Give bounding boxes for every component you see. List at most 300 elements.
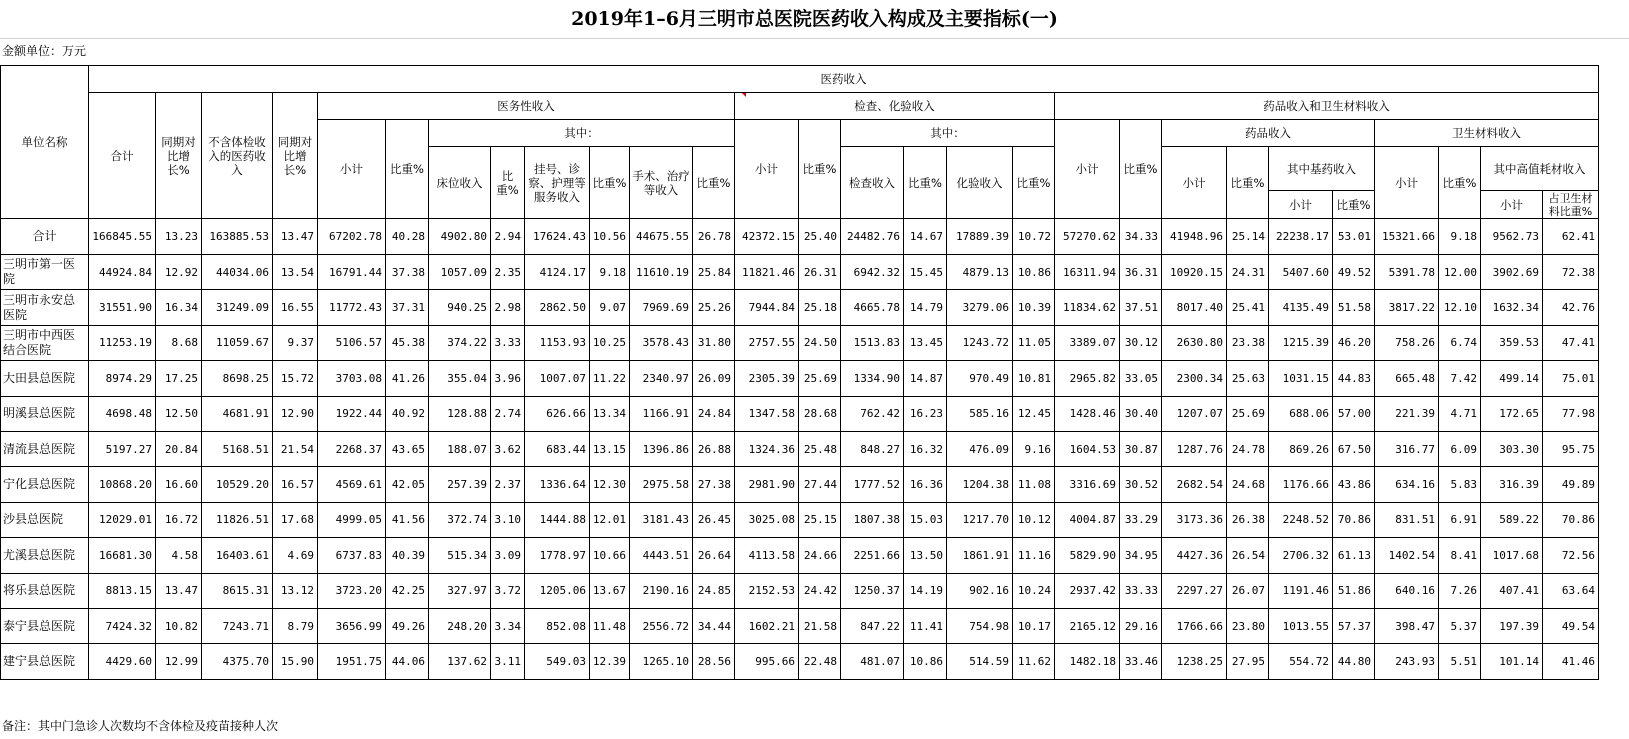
- table-cell: 5106.57: [318, 325, 386, 360]
- table-cell: 53.01: [1333, 219, 1375, 255]
- table-cell: 57.00: [1333, 396, 1375, 431]
- table-cell: 3.72: [491, 573, 525, 608]
- table-cell: 8017.40: [1162, 290, 1227, 325]
- table-cell: 40.92: [386, 396, 429, 431]
- table-cell: 57.37: [1333, 608, 1375, 643]
- table-cell: 2248.52: [1269, 502, 1333, 537]
- table-cell: 43.86: [1333, 467, 1375, 502]
- table-cell: 10.24: [1013, 573, 1055, 608]
- table-cell: 20.84: [156, 431, 202, 466]
- table-cell: 3.96: [491, 361, 525, 396]
- table-cell: 4113.58: [735, 538, 799, 573]
- table-cell: 21.58: [799, 608, 841, 643]
- table-cell: 49.54: [1543, 608, 1599, 643]
- table-cell: 17889.39: [947, 219, 1013, 255]
- table-cell: 15321.66: [1375, 219, 1439, 255]
- table-cell: 14.79: [904, 290, 947, 325]
- table-cell: 221.39: [1375, 396, 1439, 431]
- table-cell: 831.51: [1375, 502, 1439, 537]
- table-cell: 248.20: [429, 608, 491, 643]
- header-exam-ratio: 比重%: [799, 120, 841, 219]
- table-cell: 10.72: [1013, 219, 1055, 255]
- table-cell: 24.42: [799, 573, 841, 608]
- table-cell: 11826.51: [202, 502, 273, 537]
- table-cell: 4569.61: [318, 467, 386, 502]
- table-cell: 6.91: [1439, 502, 1481, 537]
- header-share-material: 占卫生材料比重%: [1543, 191, 1599, 219]
- table-cell: 4681.91: [202, 396, 273, 431]
- row-unit-name: 三明市永安总医院: [1, 290, 89, 325]
- table-cell: 41.26: [386, 361, 429, 396]
- table-cell: 44.83: [1333, 361, 1375, 396]
- table-cell: 16403.61: [202, 538, 273, 573]
- table-cell: 37.51: [1120, 290, 1162, 325]
- table-cell: 13.67: [590, 573, 630, 608]
- table-cell: 476.09: [947, 431, 1013, 466]
- table-cell: 17624.43: [525, 219, 590, 255]
- table-cell: 4004.87: [1055, 502, 1120, 537]
- table-cell: 3723.20: [318, 573, 386, 608]
- table-cell: 2305.39: [735, 361, 799, 396]
- table-cell: 12029.01: [89, 502, 156, 537]
- table-cell: 316.77: [1375, 431, 1439, 466]
- header-medical-income: 医药收入: [89, 66, 1599, 93]
- table-cell: 23.38: [1227, 325, 1269, 360]
- page-title: 2019年1–6月三明市总医院医药收入构成及主要指标(一): [0, 0, 1629, 39]
- table-cell: 1204.38: [947, 467, 1013, 502]
- table-cell: 754.98: [947, 608, 1013, 643]
- table-cell: 57270.62: [1055, 219, 1120, 255]
- table-cell: 16.57: [273, 467, 318, 502]
- table-cell: 63.64: [1543, 573, 1599, 608]
- table-cell: 26.45: [693, 502, 735, 537]
- table-cell: 2340.97: [630, 361, 693, 396]
- table-cell: 585.16: [947, 396, 1013, 431]
- table-cell: 26.78: [693, 219, 735, 255]
- table-cell: 33.33: [1120, 573, 1162, 608]
- table-cell: 7.42: [1439, 361, 1481, 396]
- table-cell: 14.19: [904, 573, 947, 608]
- table-cell: 1444.88: [525, 502, 590, 537]
- table-cell: 8.79: [273, 608, 318, 643]
- table-row: [1, 608, 1599, 643]
- table-cell: 11.62: [1013, 644, 1055, 679]
- table-cell: 15.03: [904, 502, 947, 537]
- header-exam-subtotal: 小计: [735, 120, 799, 219]
- table-cell: 2981.90: [735, 467, 799, 502]
- table-cell: 1778.97: [525, 538, 590, 573]
- table-cell: 2937.42: [1055, 573, 1120, 608]
- table-cell: 2.35: [491, 255, 525, 290]
- table-cell: 31551.90: [89, 290, 156, 325]
- table-cell: 29.16: [1120, 608, 1162, 643]
- row-unit-name: 建宁县总医院: [1, 644, 89, 679]
- header-inspection: 检查收入: [841, 147, 904, 219]
- table-cell: 25.26: [693, 290, 735, 325]
- table-cell: 11772.43: [318, 290, 386, 325]
- table-cell: 3.34: [491, 608, 525, 643]
- table-cell: 12.10: [1439, 290, 1481, 325]
- table-cell: 6.74: [1439, 325, 1481, 360]
- table-row: [1, 361, 1599, 396]
- table-cell: 15.45: [904, 255, 947, 290]
- table-cell: 9562.73: [1481, 219, 1543, 255]
- header-exam-of-which: 其中：: [841, 120, 1055, 147]
- table-cell: 1347.58: [735, 396, 799, 431]
- table-cell: 25.84: [693, 255, 735, 290]
- table-cell: 9.18: [590, 255, 630, 290]
- table-cell: 1243.72: [947, 325, 1013, 360]
- table-cell: 4698.48: [89, 396, 156, 431]
- table-cell: 1007.07: [525, 361, 590, 396]
- table-cell: 3316.69: [1055, 467, 1120, 502]
- table-cell: 1238.25: [1162, 644, 1227, 679]
- table-cell: 762.42: [841, 396, 904, 431]
- table-cell: 2682.54: [1162, 467, 1227, 502]
- table-cell: 1153.93: [525, 325, 590, 360]
- table-cell: 21.54: [273, 431, 318, 466]
- table-cell: 11834.62: [1055, 290, 1120, 325]
- table-cell: 1396.86: [630, 431, 693, 466]
- table-cell: 1861.91: [947, 538, 1013, 573]
- table-cell: 6.09: [1439, 431, 1481, 466]
- table-cell: 327.97: [429, 573, 491, 608]
- table-cell: 16.72: [156, 502, 202, 537]
- table-cell: 1250.37: [841, 573, 904, 608]
- header-surgery-ratio: 比重%: [693, 147, 735, 219]
- table-cell: 848.27: [841, 431, 904, 466]
- table-cell: 17.68: [273, 502, 318, 537]
- unit-label: 金额单位：万元: [2, 44, 87, 58]
- table-cell: 26.54: [1227, 538, 1269, 573]
- table-cell: 25.69: [799, 361, 841, 396]
- table-cell: 24482.76: [841, 219, 904, 255]
- table-cell: 42372.15: [735, 219, 799, 255]
- header-service-income: 医务性收入: [318, 93, 735, 120]
- table-cell: 16.23: [904, 396, 947, 431]
- table-cell: 7944.84: [735, 290, 799, 325]
- table-cell: 4427.36: [1162, 538, 1227, 573]
- table-cell: 758.26: [1375, 325, 1439, 360]
- table-cell: 10.82: [156, 608, 202, 643]
- table-cell: 72.56: [1543, 538, 1599, 573]
- table-cell: 5168.51: [202, 431, 273, 466]
- table-cell: 34.95: [1120, 538, 1162, 573]
- table-cell: 665.48: [1375, 361, 1439, 396]
- table-cell: 47.41: [1543, 325, 1599, 360]
- table-cell: 46.20: [1333, 325, 1375, 360]
- table-cell: 12.30: [590, 467, 630, 502]
- table-cell: 163885.53: [202, 219, 273, 255]
- table-cell: 13.15: [590, 431, 630, 466]
- table-cell: 12.01: [590, 502, 630, 537]
- table-cell: 25.18: [799, 290, 841, 325]
- table-cell: 13.50: [904, 538, 947, 573]
- table-cell: 257.39: [429, 467, 491, 502]
- table-cell: 683.44: [525, 431, 590, 466]
- table-cell: 640.16: [1375, 573, 1439, 608]
- table-cell: 16.36: [904, 467, 947, 502]
- table-cell: 11.41: [904, 608, 947, 643]
- table-cell: 852.08: [525, 608, 590, 643]
- table-cell: 1013.55: [1269, 608, 1333, 643]
- table-cell: 514.59: [947, 644, 1013, 679]
- table-cell: 4124.17: [525, 255, 590, 290]
- table-cell: 1482.18: [1055, 644, 1120, 679]
- row-unit-name: 合计: [1, 219, 89, 255]
- table-cell: 44034.06: [202, 255, 273, 290]
- table-cell: 6737.83: [318, 538, 386, 573]
- table-cell: 75.01: [1543, 361, 1599, 396]
- table-cell: 9.16: [1013, 431, 1055, 466]
- table-cell: 398.47: [1375, 608, 1439, 643]
- table-cell: 51.58: [1333, 290, 1375, 325]
- table-cell: 23.80: [1227, 608, 1269, 643]
- table-cell: 43.65: [386, 431, 429, 466]
- table-cell: 42.05: [386, 467, 429, 502]
- table-cell: 481.07: [841, 644, 904, 679]
- row-unit-name: 三明市第一医院: [1, 255, 89, 290]
- table-cell: 10.81: [1013, 361, 1055, 396]
- table-cell: 27.44: [799, 467, 841, 502]
- table-cell: 166845.55: [89, 219, 156, 255]
- table-cell: 95.75: [1543, 431, 1599, 466]
- header-high-value: 其中高值耗材收入: [1481, 147, 1599, 191]
- table-cell: 9.18: [1439, 219, 1481, 255]
- table-cell: 12.99: [156, 644, 202, 679]
- table-cell: 549.03: [525, 644, 590, 679]
- table-cell: 12.45: [1013, 396, 1055, 431]
- table-cell: 30.52: [1120, 467, 1162, 502]
- header-lab-ratio: 比重%: [1013, 147, 1055, 219]
- table-cell: 4665.78: [841, 290, 904, 325]
- table-cell: 49.26: [386, 608, 429, 643]
- table-cell: 1402.54: [1375, 538, 1439, 573]
- header-unit-name: 单位名称: [1, 66, 89, 219]
- table-cell: 24.85: [693, 573, 735, 608]
- table-cell: 1176.66: [1269, 467, 1333, 502]
- table-cell: 22238.17: [1269, 219, 1333, 255]
- table-cell: 17.25: [156, 361, 202, 396]
- table-cell: 316.39: [1481, 467, 1543, 502]
- table-cell: 4879.13: [947, 255, 1013, 290]
- row-unit-name: 大田县总医院: [1, 361, 89, 396]
- table-cell: 13.12: [273, 573, 318, 608]
- table-cell: 2757.55: [735, 325, 799, 360]
- table-cell: 14.67: [904, 219, 947, 255]
- table-cell: 16.60: [156, 467, 202, 502]
- header-drug-income: 药品收入: [1162, 120, 1375, 147]
- table-cell: 1205.06: [525, 573, 590, 608]
- table-cell: 34.33: [1120, 219, 1162, 255]
- table-cell: 12.50: [156, 396, 202, 431]
- table-cell: 33.46: [1120, 644, 1162, 679]
- table-cell: 2.74: [491, 396, 525, 431]
- header-exam-income: 检查、化验收入: [735, 93, 1055, 120]
- table-cell: 2.94: [491, 219, 525, 255]
- table-cell: 10.86: [904, 644, 947, 679]
- table-cell: 2.98: [491, 290, 525, 325]
- table-cell: 626.66: [525, 396, 590, 431]
- table-cell: 24.84: [693, 396, 735, 431]
- table-cell: 30.12: [1120, 325, 1162, 360]
- table-cell: 970.49: [947, 361, 1013, 396]
- header-drug-subtotal: 小计: [1162, 147, 1227, 219]
- table-cell: 16681.30: [89, 538, 156, 573]
- table-cell: 16.32: [904, 431, 947, 466]
- table-cell: 554.72: [1269, 644, 1333, 679]
- row-unit-name: 清流县总医院: [1, 431, 89, 466]
- table-cell: 30.40: [1120, 396, 1162, 431]
- table-cell: 67202.78: [318, 219, 386, 255]
- table-cell: 188.07: [429, 431, 491, 466]
- header-service-ratio: 比重%: [386, 120, 429, 219]
- table-cell: 11.22: [590, 361, 630, 396]
- table-cell: 1922.44: [318, 396, 386, 431]
- table-cell: 37.38: [386, 255, 429, 290]
- table-cell: 26.07: [1227, 573, 1269, 608]
- header-registration-ratio: 比重%: [590, 147, 630, 219]
- table-row: [1, 290, 1599, 325]
- table-row: [1, 644, 1599, 679]
- table-cell: 30.87: [1120, 431, 1162, 466]
- table-cell: 16311.94: [1055, 255, 1120, 290]
- table-cell: 2630.80: [1162, 325, 1227, 360]
- table-cell: 3.11: [491, 644, 525, 679]
- table-cell: 515.34: [429, 538, 491, 573]
- table-cell: 27.38: [693, 467, 735, 502]
- table-cell: 25.69: [1227, 396, 1269, 431]
- table-cell: 5.51: [1439, 644, 1481, 679]
- table-cell: 5.37: [1439, 608, 1481, 643]
- table-cell: 25.40: [799, 219, 841, 255]
- table-cell: 4429.60: [89, 644, 156, 679]
- row-unit-name: 宁化县总医院: [1, 467, 89, 502]
- table-cell: 2165.12: [1055, 608, 1120, 643]
- table-cell: 5407.60: [1269, 255, 1333, 290]
- footnote: 备注：其中门急诊人次数均不含体检及疫苗接种人次: [2, 719, 279, 733]
- table-cell: 2300.34: [1162, 361, 1227, 396]
- table-cell: 7969.69: [630, 290, 693, 325]
- table-cell: 3279.06: [947, 290, 1013, 325]
- table-cell: 1031.15: [1269, 361, 1333, 396]
- table-cell: 26.88: [693, 431, 735, 466]
- table-cell: 61.13: [1333, 538, 1375, 573]
- table-cell: 3.33: [491, 325, 525, 360]
- table-cell: 42.76: [1543, 290, 1599, 325]
- table-cell: 10.17: [1013, 608, 1055, 643]
- table-cell: 11253.19: [89, 325, 156, 360]
- table-cell: 28.56: [693, 644, 735, 679]
- table-row: [1, 219, 1599, 255]
- table-cell: 37.31: [386, 290, 429, 325]
- table-cell: 197.39: [1481, 608, 1543, 643]
- table-cell: 77.98: [1543, 396, 1599, 431]
- table-cell: 33.05: [1120, 361, 1162, 396]
- table-cell: 5.83: [1439, 467, 1481, 502]
- table-cell: 4375.70: [202, 644, 273, 679]
- header-service-subtotal: 小计: [318, 120, 386, 219]
- row-unit-name: 三明市中西医结合医院: [1, 325, 89, 360]
- table-cell: 7243.71: [202, 608, 273, 643]
- table-cell: 869.26: [1269, 431, 1333, 466]
- header-drug-material: 药品收入和卫生材料收入: [1055, 93, 1599, 120]
- table-cell: 3656.99: [318, 608, 386, 643]
- table-cell: 10.56: [590, 219, 630, 255]
- table-cell: 2.37: [491, 467, 525, 502]
- table-cell: 1807.38: [841, 502, 904, 537]
- table-cell: 1166.91: [630, 396, 693, 431]
- table-cell: 101.14: [1481, 644, 1543, 679]
- table-cell: 4.69: [273, 538, 318, 573]
- table-cell: 34.44: [693, 608, 735, 643]
- table-body: [1, 219, 1599, 680]
- table-cell: 70.86: [1543, 502, 1599, 537]
- row-unit-name: 明溪县总医院: [1, 396, 89, 431]
- table-cell: 3902.69: [1481, 255, 1543, 290]
- table-cell: 11059.67: [202, 325, 273, 360]
- table-cell: 847.22: [841, 608, 904, 643]
- header-service-of-which: 其中：: [429, 120, 735, 147]
- table-cell: 3703.08: [318, 361, 386, 396]
- table-cell: 1265.10: [630, 644, 693, 679]
- table-cell: 407.41: [1481, 573, 1543, 608]
- header-dm-ratio: 比重%: [1120, 120, 1162, 219]
- table-cell: 13.34: [590, 396, 630, 431]
- table-cell: 7424.32: [89, 608, 156, 643]
- table-cell: 67.50: [1333, 431, 1375, 466]
- table-row: [1, 573, 1599, 608]
- table-cell: 31249.09: [202, 290, 273, 325]
- table-cell: 1513.83: [841, 325, 904, 360]
- header-material-income: 卫生材料收入: [1375, 120, 1599, 147]
- table-cell: 11.48: [590, 608, 630, 643]
- table-cell: 24.66: [799, 538, 841, 573]
- table-cell: 3181.43: [630, 502, 693, 537]
- table-cell: 26.38: [1227, 502, 1269, 537]
- header-drug-ratio: 比重%: [1227, 147, 1269, 219]
- table-cell: 4135.49: [1269, 290, 1333, 325]
- table-cell: 4.58: [156, 538, 202, 573]
- table-cell: 41.56: [386, 502, 429, 537]
- table-cell: 10.86: [1013, 255, 1055, 290]
- table-cell: 1602.21: [735, 608, 799, 643]
- table-cell: 70.86: [1333, 502, 1375, 537]
- row-unit-name: 泰宁县总医院: [1, 608, 89, 643]
- table-cell: 25.15: [799, 502, 841, 537]
- table-cell: 13.47: [273, 219, 318, 255]
- table-cell: 8698.25: [202, 361, 273, 396]
- table-cell: 1951.75: [318, 644, 386, 679]
- table-cell: 1287.76: [1162, 431, 1227, 466]
- table-cell: 10.39: [1013, 290, 1055, 325]
- table-cell: 12.39: [590, 644, 630, 679]
- table-cell: 26.09: [693, 361, 735, 396]
- table-cell: 8.41: [1439, 538, 1481, 573]
- table-cell: 355.04: [429, 361, 491, 396]
- header-yoy-1: 同期对比增长%: [156, 93, 202, 219]
- table-cell: 26.31: [799, 255, 841, 290]
- table-cell: 3817.22: [1375, 290, 1439, 325]
- table-row: [1, 538, 1599, 573]
- table-cell: 589.22: [1481, 502, 1543, 537]
- table-cell: 1215.39: [1269, 325, 1333, 360]
- table-cell: 3578.43: [630, 325, 693, 360]
- table-cell: 49.89: [1543, 467, 1599, 502]
- table-cell: 8974.29: [89, 361, 156, 396]
- table-cell: 902.16: [947, 573, 1013, 608]
- table-cell: 634.16: [1375, 467, 1439, 502]
